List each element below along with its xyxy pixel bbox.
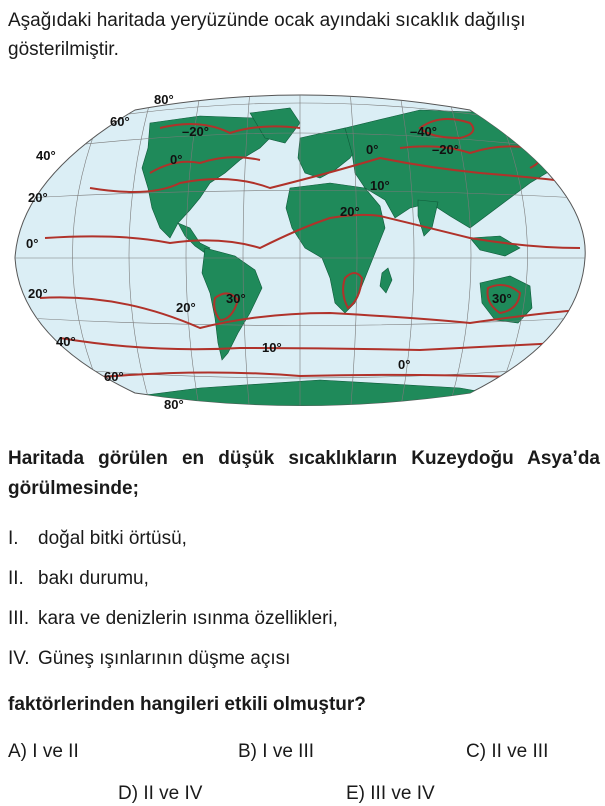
lat-20s-label: 20° <box>28 286 48 301</box>
isotherm-label-sa-twenty: 20° <box>176 300 196 315</box>
answer-b[interactable]: B) I ve III <box>238 741 315 762</box>
world-temperature-map <box>0 88 605 418</box>
isotherm-label-as-ten: 10° <box>370 178 390 193</box>
option-text: bakı durumu, <box>38 568 149 589</box>
intro-text: Aşağıdaki haritada yeryüzünde ocak ayındaki sıcaklık dağılışı gösterilmiştir. <box>8 10 526 60</box>
isotherm-label-so-zero: 0° <box>398 357 411 372</box>
isotherm-label-as-minus40: –40° <box>410 124 437 139</box>
lat-80s-label: 80° <box>164 397 184 412</box>
option-item <box>8 527 187 551</box>
lat-40s-label: 40° <box>56 334 76 349</box>
option-number: IV. <box>8 648 30 669</box>
question-closing: faktörlerinden hangileri etkili olmuştur? <box>8 694 366 715</box>
answer-a[interactable]: A) I ve II <box>8 741 79 762</box>
option-text: kara ve denizlerin ısınma özellikleri, <box>38 608 338 629</box>
isotherm-label-na-zero: 0° <box>170 152 183 167</box>
isotherm-label-so-ten: 10° <box>262 340 282 355</box>
option-text: doğal bitki örtüsü, <box>38 528 187 549</box>
option-item <box>8 607 338 631</box>
isotherm-label-sa-thirty: 30° <box>226 291 246 306</box>
option-item <box>8 647 290 671</box>
option-number: I. <box>8 528 19 549</box>
option-item <box>8 567 149 591</box>
lat-20n-label: 20° <box>28 190 48 205</box>
lat-40n-label: 40° <box>36 148 56 163</box>
isotherm-label-af-twenty: 20° <box>340 204 360 219</box>
question-stem: Haritada görülen en düşük sıcaklıkların Kuzeydoğu Asya’da görülmesinde; <box>8 448 600 499</box>
option-number: III. <box>8 608 30 629</box>
lat-80n-label: 80° <box>154 92 174 107</box>
option-text: Güneş ışınlarının düşme açısı <box>38 648 291 669</box>
option-number: II. <box>8 568 24 589</box>
answer-c[interactable]: C) II ve III <box>466 741 549 762</box>
isotherm-label-as-zero: 0° <box>366 142 379 157</box>
isotherm-label-as-minus20: –20° <box>432 142 459 157</box>
lat-60n-label: 60° <box>110 114 130 129</box>
lat-60s-label: 60° <box>104 369 124 384</box>
answer-d[interactable]: D) II ve IV <box>118 783 203 804</box>
lat-equator-label: 0° <box>26 236 39 251</box>
isotherm-label-na-minus20: –20° <box>182 124 209 139</box>
answer-e[interactable]: E) III ve IV <box>346 783 435 804</box>
isotherm-label-au-thirty: 30° <box>492 291 512 306</box>
